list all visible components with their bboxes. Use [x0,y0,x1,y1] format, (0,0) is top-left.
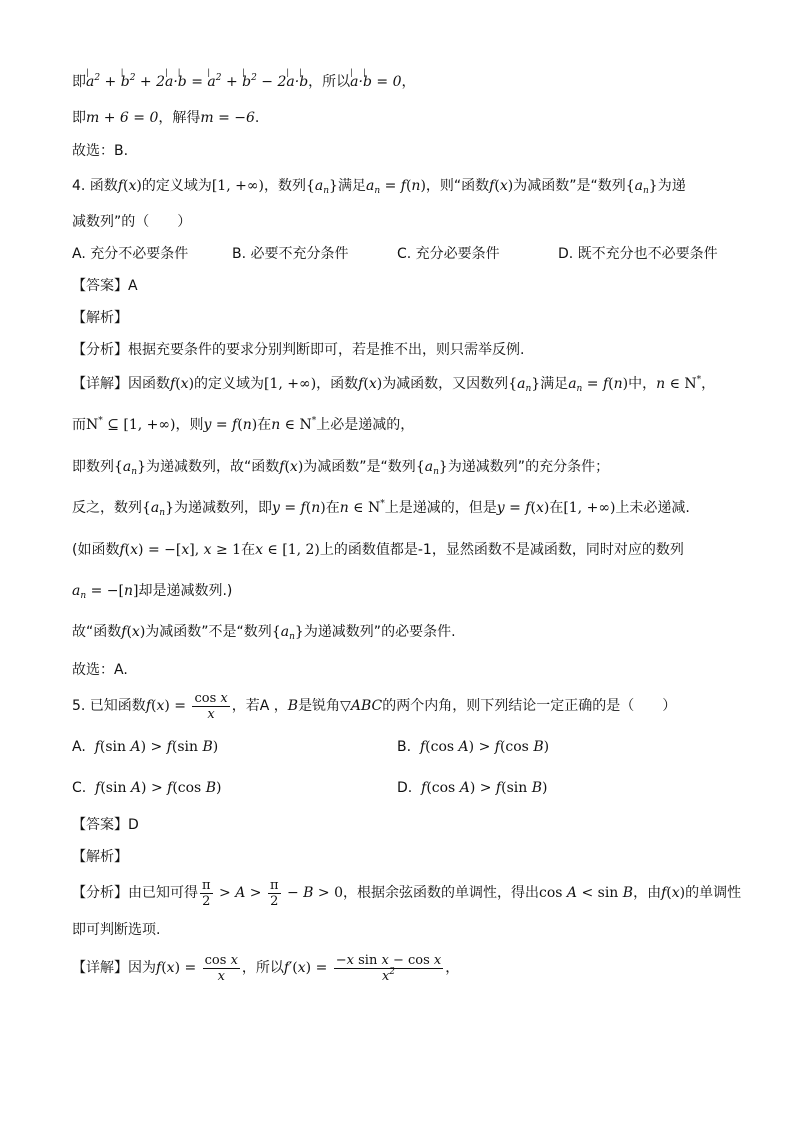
solution-line-vector: 即| $a^2$ + | $b^2 + 2|$ a·| b = | $a^2$ + | $b^2 - 2|$ a·| b，所以| a·| b = 0， [72,72,416,92]
analysis-summary: 【分析】根据充要条件的要求分别判断即可，若是推不出，则只需举反例. [72,342,525,358]
detail-line-3: 即数列$\{a_n\}$为递减数列，故“函数f(x)为减函数”是“数列$\{a_n\}$为递减数列”的充分条件； [72,459,610,477]
detail-conclusion: 故“函数f(x)为减函数”不是“数列$\{a_n\}$为递减数列”的必要条件. [72,624,456,642]
option-b: B. 必要不充分条件 [232,246,349,262]
detail-line-1: 【详解】因函数f(x)的定义域为[1, +∞)，函数f(x)为减函数，又因数列$\{a_n\}$满足$a_n = f(n)$中，n ∈ N*， [72,375,716,394]
solution-line-m: 即m + 6 = 0，解得m = −6. [72,110,260,126]
option-c: C. 充分必要条件 [397,246,500,262]
q5-option-b: B. f(cos A) > f(cos B) [397,739,550,755]
option-a: A. 充分不必要条件 [72,246,189,262]
answer-select-q4: 故选：A. [72,662,128,678]
q5-detail-line-1: 【详解】因为f(x) = $\frac{\text{cos x}}{x}$ ，所以f′(x) = $\frac{\text{−x sin x − cos x}}{x^2}$ ， [72,952,460,984]
detail-line-6: $a_n = -[n]$却是递减数列.) [72,583,233,601]
q5-option-a: A. f(sin A) > f(sin B) [72,739,219,755]
detail-line-4: 反之，数列$\{a_n\}$为递减数列，即y = f(n)在n ∈ N*上是递减的，但是y = f(x)在[1, +∞)上未必递减. [72,499,690,518]
q5-answer-label: 【答案】D [72,817,139,833]
answer-select-q3: 故选：B. [72,143,129,159]
option-d: D. 既不充分也不必要条件 [558,246,718,262]
question-4-stem: 4. 函数f(x)的定义域为[1, +∞)，数列$\{a_n\}$满足$a_n = f(n)$，则“函数f(x)为减函数”是“数列$\{a_n\}$为递 [72,178,686,196]
q5-option-d: D. f(cos A) > f(sin B) [397,780,548,796]
q5-analysis-summary-cont: 即可判断选项. [72,922,161,938]
detail-line-2: 而N* ⊆ [1, +∞)，则y = f(n)在n ∈ N*上必是递减的， [72,416,415,433]
q5-option-c: C. f(sin A) > f(cos B) [72,780,222,796]
detail-line-5: (如函数f(x) = −[x], x ≥ 1在x ∈ [1, 2)上的函数值都是-1，显然函数不是减函数，同时对应的数列 [72,542,684,558]
answer-label: 【答案】A [72,278,138,294]
question-5-stem: 5. 已知函数f(x) = $\frac{\text{cos x}}{x}$ ，若A ，B是锐角▽ABC的两个内角，则下列结论一定正确的是（ ） [72,690,677,722]
q5-analysis-summary: 【分析】由已知可得 $\frac{\pi}{2}$ > A > $\frac{\pi}{2}$ − B > 0，根据余弦函数的单调性，得出cos A < sin B，由f(x)的单调性 [72,877,742,909]
q5-analysis-label: 【解析】 [72,849,128,865]
analysis-label: 【解析】 [72,310,128,326]
question-4-stem-cont: 减数列”的（ ） [72,214,192,230]
